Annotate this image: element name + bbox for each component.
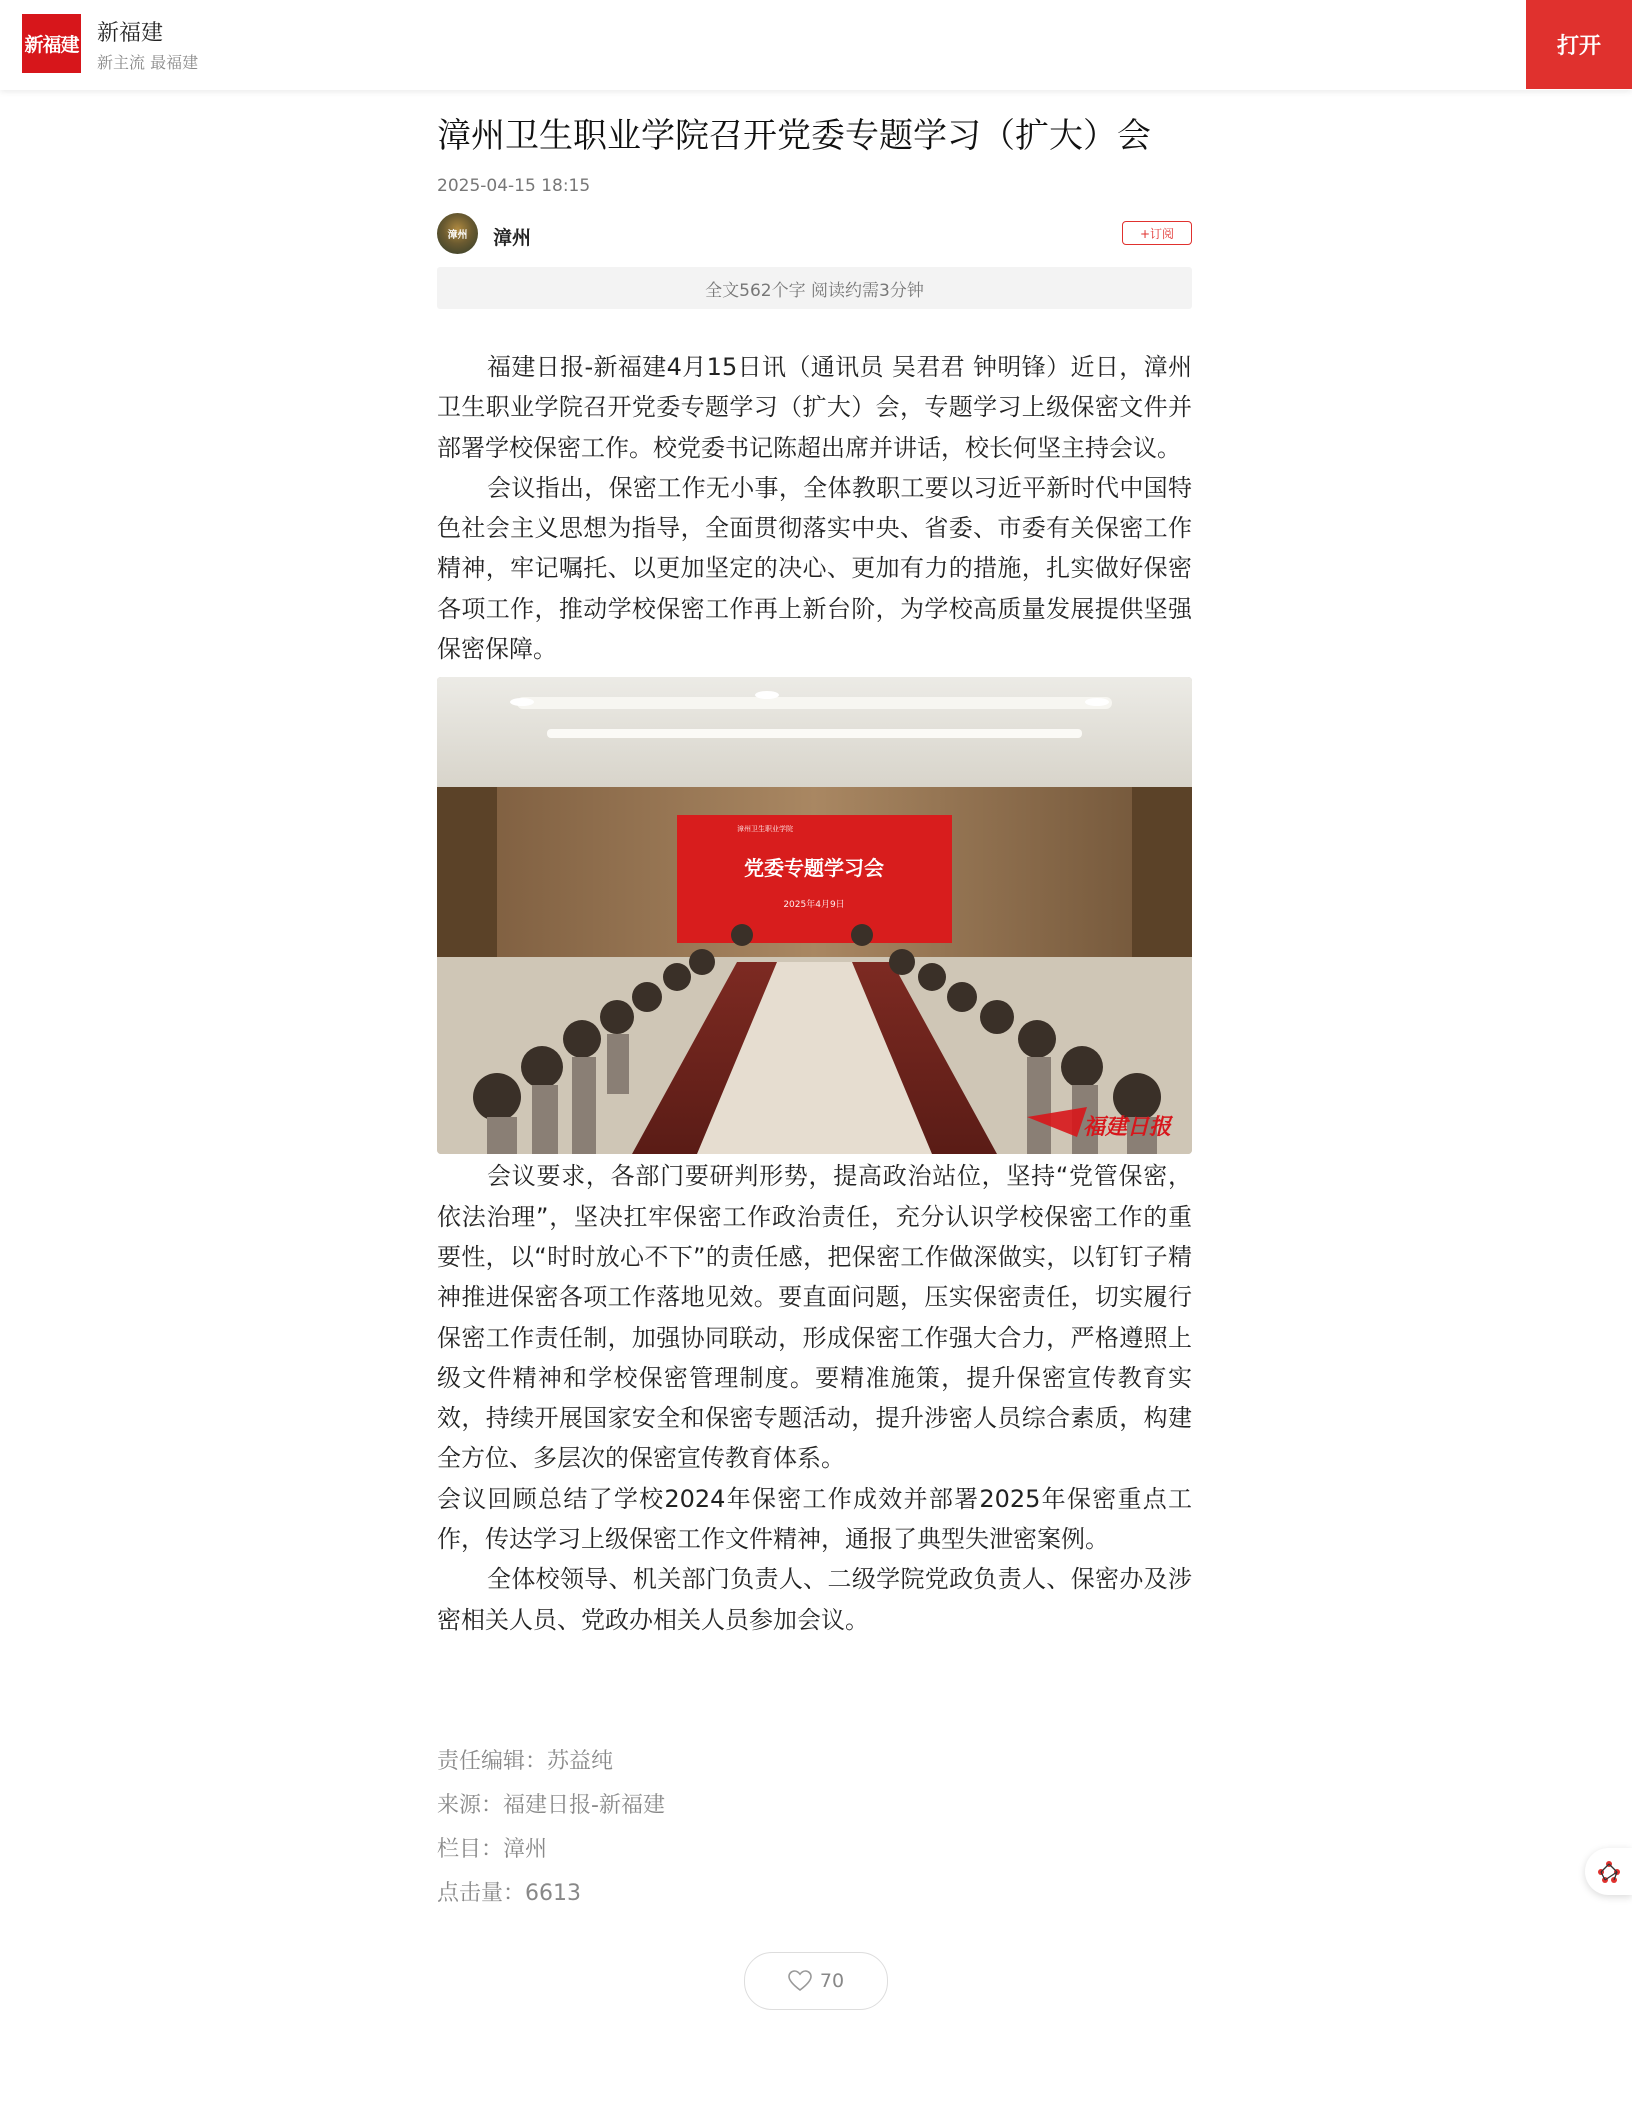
heart-icon	[788, 1970, 812, 1992]
open-app-button[interactable]: 打开	[1526, 0, 1632, 89]
clicks-value: 6613	[525, 1881, 582, 1906]
floating-share-button[interactable]	[1585, 1848, 1632, 1895]
source-label: 来源：	[437, 1793, 504, 1818]
publish-date: 2025-04-15 18:15	[437, 176, 591, 196]
author-row	[437, 213, 1192, 255]
subscribe-button[interactable]: +订阅	[1122, 221, 1192, 245]
source-row	[437, 1784, 1192, 1828]
clicks-row	[437, 1872, 1192, 1916]
brand-logo[interactable]	[22, 14, 81, 73]
photo-banner-date: 2025年4月9日	[783, 900, 845, 911]
photo-watermark: 福建日报	[1082, 1114, 1172, 1141]
clicks-label: 点击量：	[437, 1881, 526, 1906]
paragraph: 会议回顾总结了学校2024年保密工作成效并部署2025年保密重点工作，传达学习上级保密工作文件精神，通报了典型失泄密案例。	[437, 1484, 1192, 1554]
column-label: 栏目：	[437, 1837, 504, 1862]
share-network-icon	[1596, 1859, 1622, 1885]
author-avatar[interactable]	[437, 213, 478, 254]
like-count: 70	[819, 1970, 845, 1992]
brand-slogan: 新主流 最福建	[97, 53, 199, 72]
editor-row	[437, 1740, 1192, 1784]
avatar-text: 漳州	[447, 230, 468, 241]
paragraph: 会议指出，保密工作无小事，全体教职工要以习近平新时代中国特色社会主义思想为指导，全面贯彻落实中央、省委、市委有关保密工作精神，牢记嘱托、以更加坚定的决心、更加有力的措施，扎实做好保密各项工作，推动学校保密工作再上新台阶，为学校高质量发展提供坚强保密保障。	[437, 473, 1192, 664]
brand-name: 新福建	[97, 21, 164, 46]
meeting-photo[interactable]	[437, 677, 1192, 1154]
paragraph: 全体校领导、机关部门负责人、二级学院党政负责人、保密办及涉密相关人员、党政办相关人员参加会议。	[437, 1565, 1192, 1634]
meeting-photo-illustration	[437, 677, 1192, 1154]
article-meta	[437, 1740, 1192, 1916]
column-row	[437, 1828, 1192, 1872]
editor-label: 责任编辑：	[437, 1749, 548, 1774]
column-value: 漳州	[503, 1837, 548, 1862]
reading-summary: 全文562个字 阅读约需3分钟	[437, 267, 1192, 309]
like-button[interactable]	[744, 1952, 888, 2010]
photo-banner-text: 党委专题学习会	[744, 856, 884, 881]
brand-logo-text: 新福建	[24, 34, 79, 56]
paragraph: 福建日报-新福建4月15日讯（通讯员 吴君君 钟明锋）近日，漳州卫生职业学院召开党委专题学习（扩大）会，专题学习上级保密文件并部署学校保密工作。校党委书记陈超出席并讲话，校长何坚主持会议。	[437, 353, 1192, 462]
article-body	[437, 347, 1192, 1640]
editor-value: 苏益纯	[547, 1749, 614, 1774]
article-title: 漳州卫生职业学院召开党委专题学习（扩大）会	[437, 116, 1151, 156]
source-value: 福建日报-新福建	[503, 1793, 665, 1818]
photo-banner-school: 漳州卫生职业学院	[737, 825, 793, 834]
app-header	[0, 0, 1632, 90]
author-name[interactable]: 漳州	[493, 227, 532, 249]
paragraph: 会议要求，各部门要研判形势，提高政治站位，坚持“党管保密，依法治理”，坚决扛牢保密工作政治责任，充分认识学校保密工作的重要性，以“时时放心不下”的责任感，把保密工作做深做实，以钉钉子精神推进保密各项工作落地见效。要直面问题，压实保密责任，切实履行保密工作责任制，加强协同联动，形成保密工作强大合力，严格遵照上级文件精神和学校保密管理制度。要精准施策，提升保密宣传教育实效，持续开展国家安全和保密专题活动，提升涉密人员综合素质，构建全方位、多层次的保密宣传教育体系。	[437, 1162, 1192, 1473]
